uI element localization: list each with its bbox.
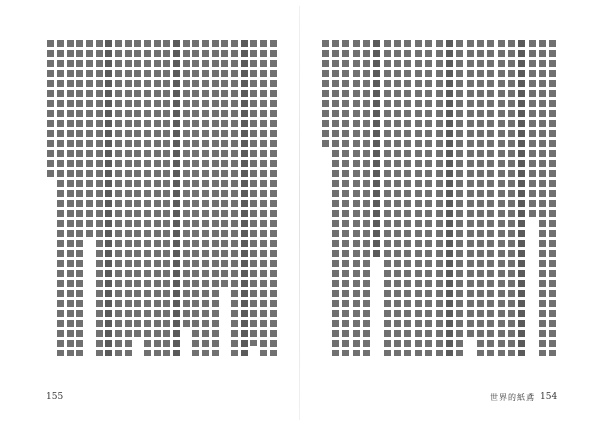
text-line-ink xyxy=(270,40,277,356)
text-column xyxy=(372,40,381,356)
text-column xyxy=(153,40,162,356)
text-line-ink xyxy=(173,40,180,356)
text-line-ink xyxy=(212,40,219,356)
text-line-ink xyxy=(425,40,432,356)
text-column xyxy=(104,40,113,356)
text-column xyxy=(66,40,75,356)
text-line-ink xyxy=(57,40,64,356)
text-line-ink xyxy=(394,40,401,356)
text-column xyxy=(424,40,433,356)
text-line-ink xyxy=(404,40,411,356)
text-line-ink xyxy=(549,40,556,356)
text-line-ink xyxy=(518,40,525,356)
text-line-ink xyxy=(192,40,199,356)
text-column xyxy=(435,40,444,356)
text-column xyxy=(445,40,454,356)
text-column xyxy=(352,40,361,356)
text-column xyxy=(507,40,516,356)
text-line-ink xyxy=(415,40,422,356)
text-column xyxy=(114,40,123,356)
text-column xyxy=(230,40,239,356)
text-column xyxy=(528,40,537,356)
text-column xyxy=(486,40,495,356)
text-column xyxy=(191,40,200,356)
text-line-ink xyxy=(508,40,515,356)
text-line-ink xyxy=(221,40,228,290)
text-column xyxy=(182,40,191,356)
text-column xyxy=(75,40,84,356)
text-line-ink xyxy=(456,40,463,356)
text-line-ink xyxy=(332,40,339,356)
text-column xyxy=(259,40,268,356)
text-column xyxy=(85,40,94,356)
text-column xyxy=(124,40,133,356)
text-line-ink xyxy=(250,40,257,346)
text-line-ink xyxy=(529,40,536,220)
text-line-ink xyxy=(202,40,209,356)
right-page-number: 154 xyxy=(540,392,558,402)
text-column xyxy=(211,40,220,356)
text-line-ink xyxy=(183,40,190,330)
text-column xyxy=(95,40,104,356)
text-column xyxy=(143,40,152,356)
text-line-ink xyxy=(96,40,103,356)
text-line-ink xyxy=(231,40,238,356)
text-line-ink xyxy=(260,40,267,356)
text-line-ink xyxy=(384,40,391,356)
text-column xyxy=(414,40,423,356)
left-page-number: 155 xyxy=(46,392,64,402)
text-line-ink xyxy=(498,40,505,356)
text-column xyxy=(517,40,526,356)
text-line-ink xyxy=(144,40,151,356)
text-column xyxy=(172,40,181,356)
text-column xyxy=(331,40,340,356)
text-column xyxy=(56,40,65,356)
text-line-ink xyxy=(487,40,494,356)
text-column xyxy=(497,40,506,356)
text-line-ink xyxy=(134,40,141,340)
text-column xyxy=(201,40,210,356)
text-line-ink xyxy=(115,40,122,356)
text-column xyxy=(403,40,412,356)
text-line-ink xyxy=(125,40,132,356)
text-column xyxy=(321,40,330,356)
text-line-ink xyxy=(436,40,443,356)
text-line-ink xyxy=(76,40,83,356)
text-line-ink xyxy=(241,40,248,356)
text-column xyxy=(240,40,249,356)
text-line-ink xyxy=(353,40,360,356)
text-column xyxy=(383,40,392,356)
text-column xyxy=(269,40,278,356)
text-column xyxy=(249,40,258,356)
text-column xyxy=(341,40,350,356)
text-line-ink xyxy=(363,40,370,356)
text-line-ink xyxy=(467,40,474,340)
text-column xyxy=(362,40,371,356)
text-column xyxy=(548,40,557,356)
text-column xyxy=(162,40,171,356)
text-line-ink xyxy=(163,40,170,356)
text-line-ink xyxy=(446,40,453,356)
text-line-ink xyxy=(154,40,161,356)
text-line-ink xyxy=(342,40,349,356)
text-column xyxy=(455,40,464,356)
text-column xyxy=(466,40,475,356)
text-column xyxy=(220,40,229,356)
text-line-ink xyxy=(47,40,54,180)
text-line-ink xyxy=(86,40,93,240)
text-line-ink xyxy=(67,40,74,356)
text-column xyxy=(393,40,402,356)
text-line-ink xyxy=(322,40,329,150)
text-line-ink xyxy=(539,40,546,356)
running-title: 世界的紙鳶 xyxy=(490,393,535,402)
text-column xyxy=(133,40,142,356)
text-column xyxy=(538,40,547,356)
text-line-ink xyxy=(477,40,484,356)
text-line-ink xyxy=(105,40,112,356)
text-column xyxy=(476,40,485,356)
text-column xyxy=(46,40,55,356)
text-line-ink xyxy=(373,40,380,260)
left-page-text xyxy=(46,40,278,356)
